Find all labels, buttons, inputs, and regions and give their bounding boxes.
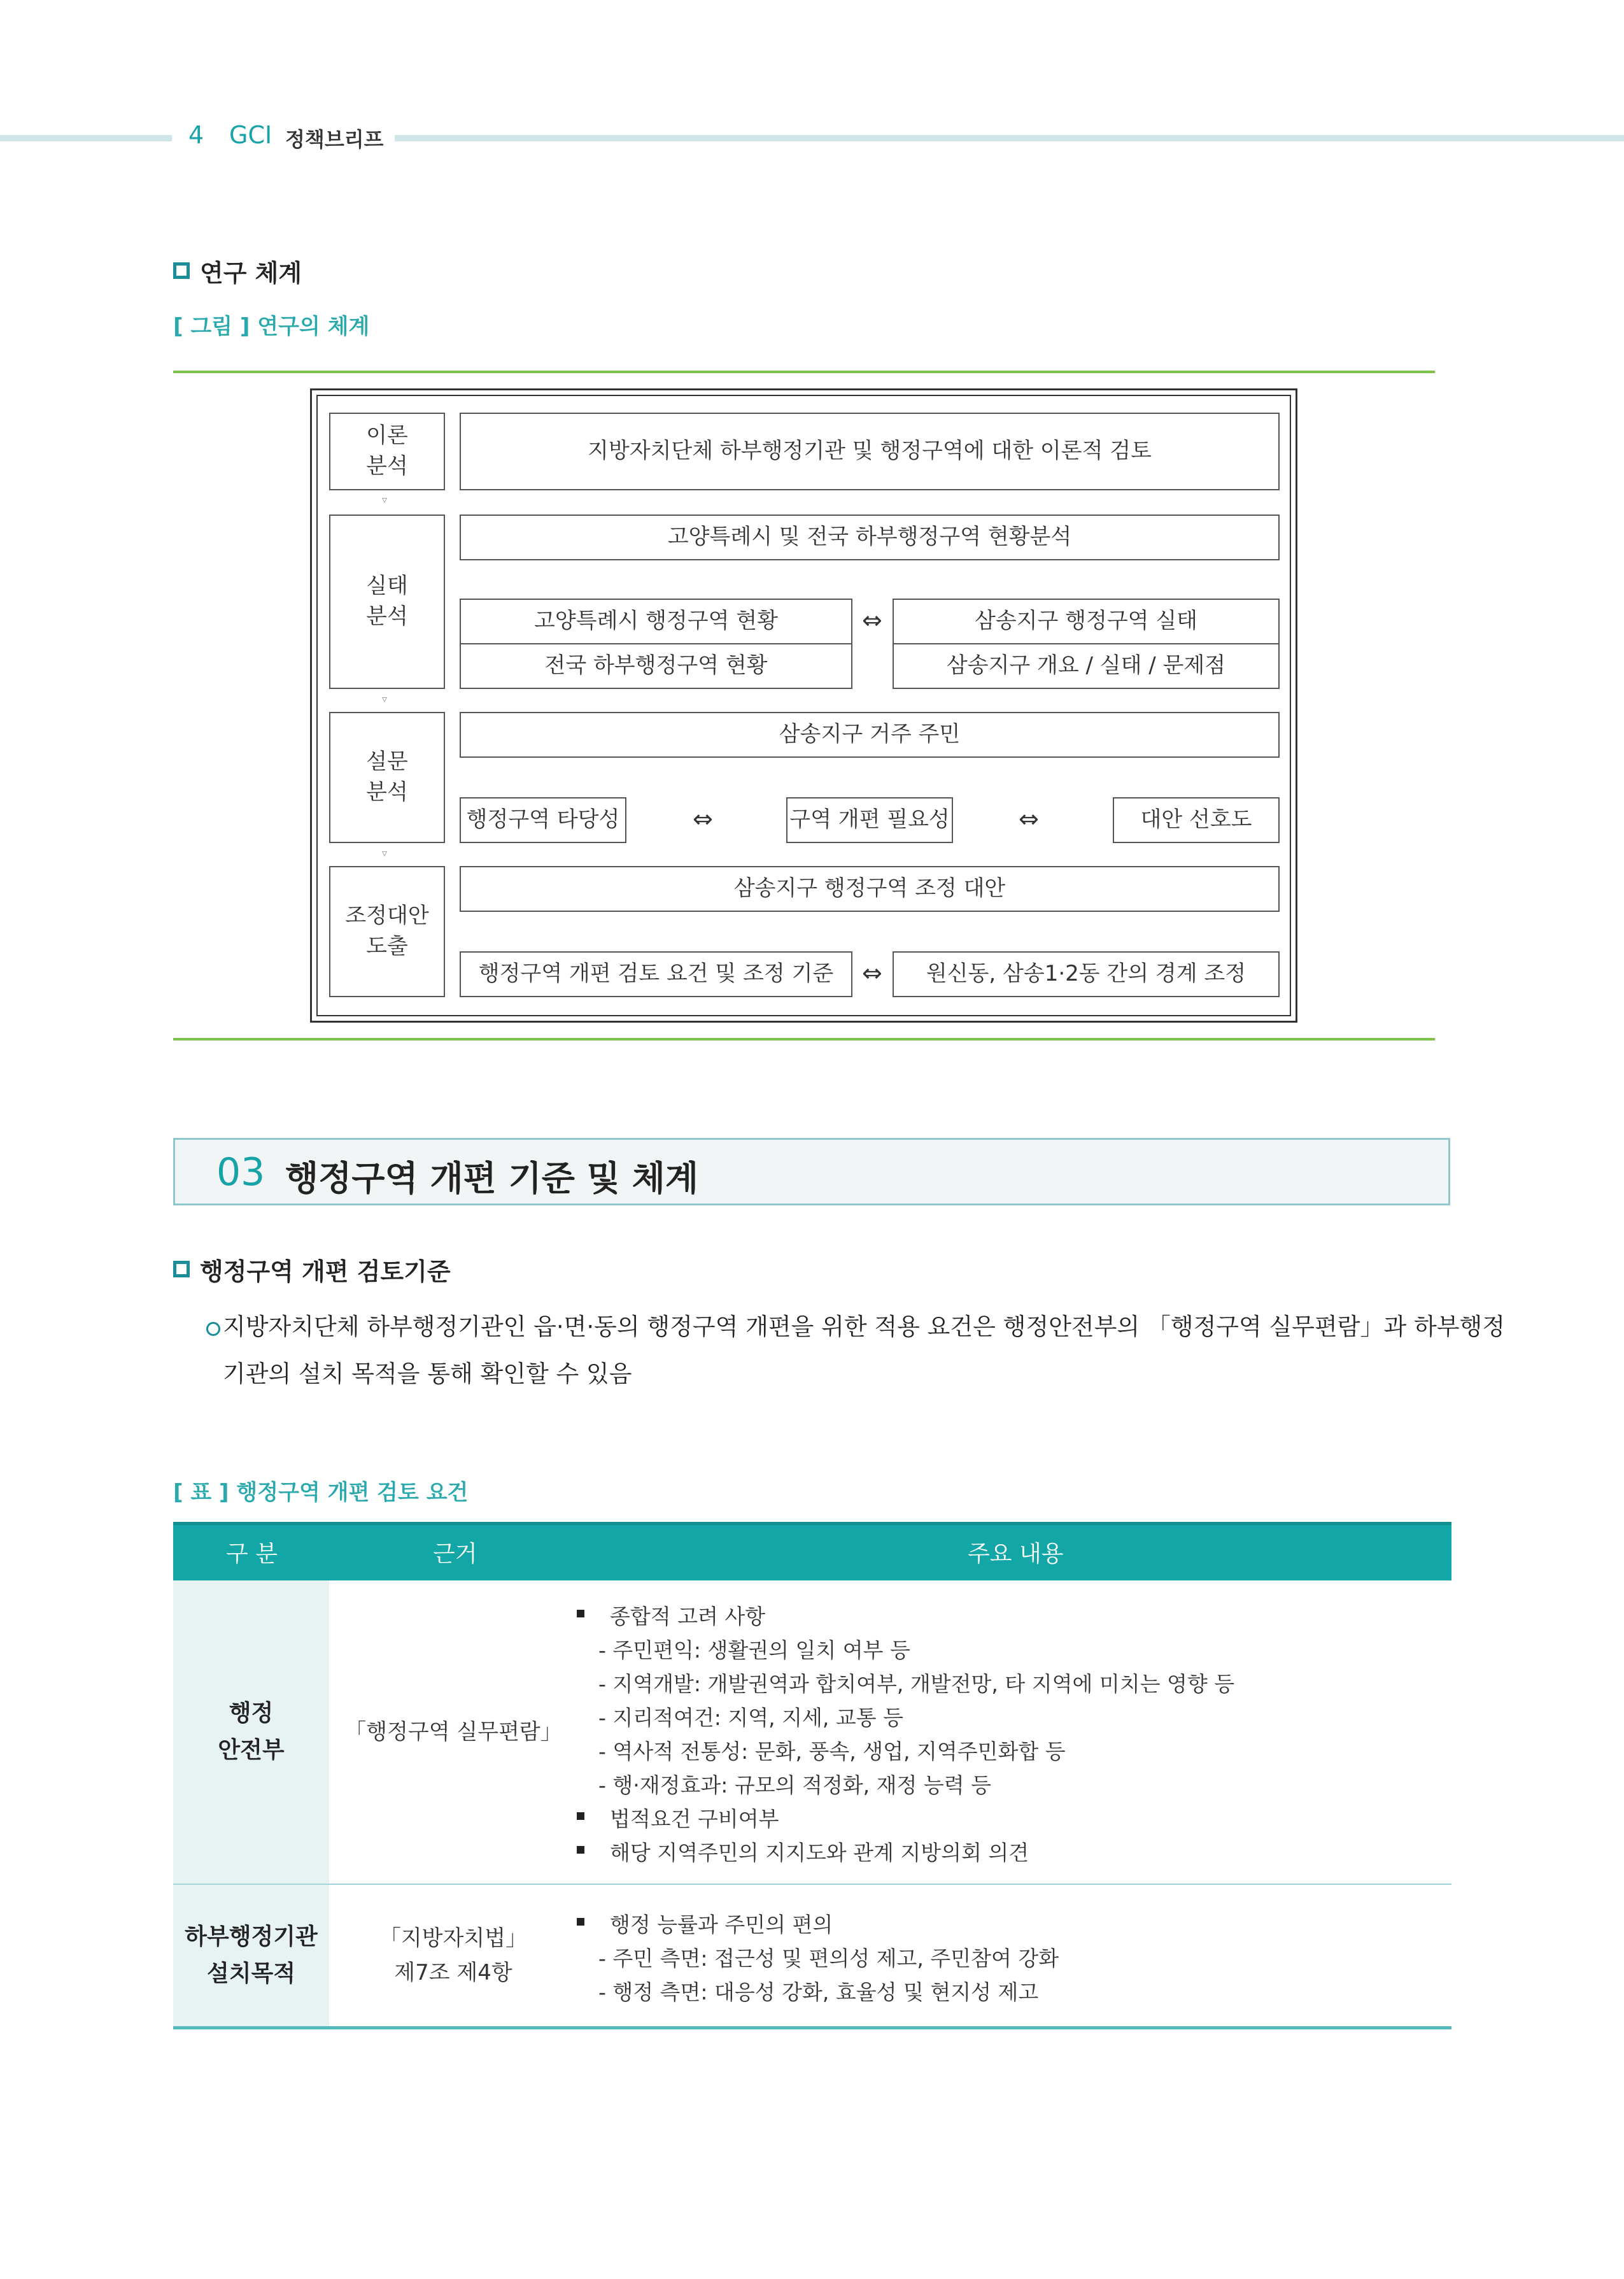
square-bullet-icon <box>173 262 190 279</box>
row1-line: - 역사적 전통성: 문화, 풍속, 생업, 지역주민화합 등 <box>598 1739 1066 1764</box>
stage-status: 실태 분석 <box>329 515 445 689</box>
row1-line: 해당 지역주민의 지지도와 관계 지방의회 의견 <box>610 1840 1029 1865</box>
down-triangle-icon: ▿ <box>382 693 388 705</box>
down-triangle-icon: ▿ <box>382 847 388 859</box>
adjustment-alternative-box: 삼송지구 행정구역 조정 대안 <box>460 866 1280 912</box>
row1-line: - 행·재정효과: 규모의 적정화, 재정 능력 등 <box>598 1773 991 1798</box>
header-rule-left <box>0 135 172 141</box>
row2-line: - 주민 측면: 접근성 및 편의성 제고, 주민참여 강화 <box>598 1946 1059 1971</box>
circle-bullet-icon <box>206 1322 220 1336</box>
figure-top-rule <box>173 371 1435 373</box>
figure-caption: [ 그림 ] 연구의 체계 <box>173 314 370 339</box>
stage-adjustment: 조정대안 도출 <box>329 866 445 997</box>
survey-necessity-box: 구역 개편 필요성 <box>786 797 953 843</box>
row1-line: 종합적 고려 사항 <box>610 1604 766 1629</box>
row1-line: - 주민편익: 생활권의 일치 여부 등 <box>598 1638 910 1663</box>
square-bullet-icon <box>577 1918 584 1926</box>
stage-survey: 설문 분석 <box>329 712 445 843</box>
row2-source: 「지방자치법」 제7조 제4항 <box>379 1925 528 1985</box>
research-heading: 연구 체계 <box>200 259 302 287</box>
row2-label: 하부행정기관 설치목적 <box>173 1885 329 2026</box>
stage-theory: 이론 분석 <box>329 413 445 490</box>
boundary-adjustment-box: 원신동, 삼송1·2동 간의 경계 조정 <box>893 951 1280 997</box>
theory-box: 지방자치단체 하부행정기관 및 행정구역에 대한 이론적 검토 <box>460 413 1280 490</box>
adjustment-criteria-box: 행정구역 개편 검토 요건 및 조정 기준 <box>460 951 852 997</box>
criteria-paragraph-line1: 지방자치단체 하부행정기관인 읍·면·동의 행정구역 개편을 위한 적용 요건은 행정안전부의 「행정구역 실무편람」과 하부행정 <box>223 1313 1505 1340</box>
section-title: 행정구역 개편 기준 및 체계 <box>285 1158 699 1198</box>
samsong-overview-box: 삼송지구 개요 / 실태 / 문제점 <box>893 643 1280 689</box>
square-bullet-icon <box>577 1846 584 1854</box>
publication-title: 정책브리프 <box>285 127 384 152</box>
row1-line: 법적요건 구비여부 <box>610 1807 779 1831</box>
double-arrow-icon: ⇔ <box>862 959 882 987</box>
row1-line: - 지역개발: 개발권역과 합치여부, 개발전망, 타 지역에 미치는 영향 등 <box>598 1672 1235 1696</box>
table-caption: [ 표 ] 행정구역 개편 검토 요건 <box>173 1480 469 1505</box>
row1-source: 「행정구역 실무편람」 <box>344 1719 562 1745</box>
down-triangle-icon: ▿ <box>382 493 388 506</box>
row2-line: - 행정 측면: 대응성 강화, 효율성 및 현지성 제고 <box>598 1980 1039 2005</box>
double-arrow-icon: ⇔ <box>862 606 882 634</box>
double-arrow-icon: ⇔ <box>1019 805 1039 833</box>
figure-bottom-rule <box>173 1038 1435 1040</box>
samsong-status-box: 삼송지구 행정구역 실태 <box>893 599 1280 644</box>
page-number: 4 <box>188 121 204 149</box>
double-arrow-icon: ⇔ <box>693 805 713 833</box>
survey-validity-box: 행정구역 타당성 <box>460 797 626 843</box>
survey-preference-box: 대안 선호도 <box>1113 797 1280 843</box>
brand-logo-text: GCI <box>229 121 272 149</box>
national-status-box: 전국 하부행정구역 현황 <box>460 643 852 689</box>
table-header-basis: 근거 <box>433 1541 477 1567</box>
section-number: 03 <box>216 1150 265 1195</box>
row1-line: - 지리적여건: 지역, 지세, 교통 등 <box>598 1705 903 1730</box>
square-bullet-icon <box>577 1610 584 1617</box>
survey-target-box: 삼송지구 거주 주민 <box>460 712 1280 758</box>
table-bottom-rule <box>173 2026 1451 2029</box>
row2-line: 행정 능률과 주민의 편의 <box>610 1912 833 1937</box>
table-header-category: 구 분 <box>226 1541 278 1567</box>
table-header <box>173 1522 1451 1580</box>
square-bullet-icon <box>577 1812 584 1820</box>
criteria-paragraph-line2: 기관의 설치 목적을 통해 확인할 수 있음 <box>223 1360 632 1388</box>
table-header-content: 주요 내용 <box>968 1541 1064 1567</box>
square-bullet-icon <box>173 1261 190 1277</box>
row1-label: 행정 안전부 <box>173 1580 329 1884</box>
goyang-status-box: 고양특례시 행정구역 현황 <box>460 599 852 644</box>
criteria-heading: 행정구역 개편 검토기준 <box>200 1258 451 1286</box>
status-overview-box: 고양특례시 및 전국 하부행정구역 현황분석 <box>460 515 1280 560</box>
header-rule-right <box>395 135 1624 141</box>
